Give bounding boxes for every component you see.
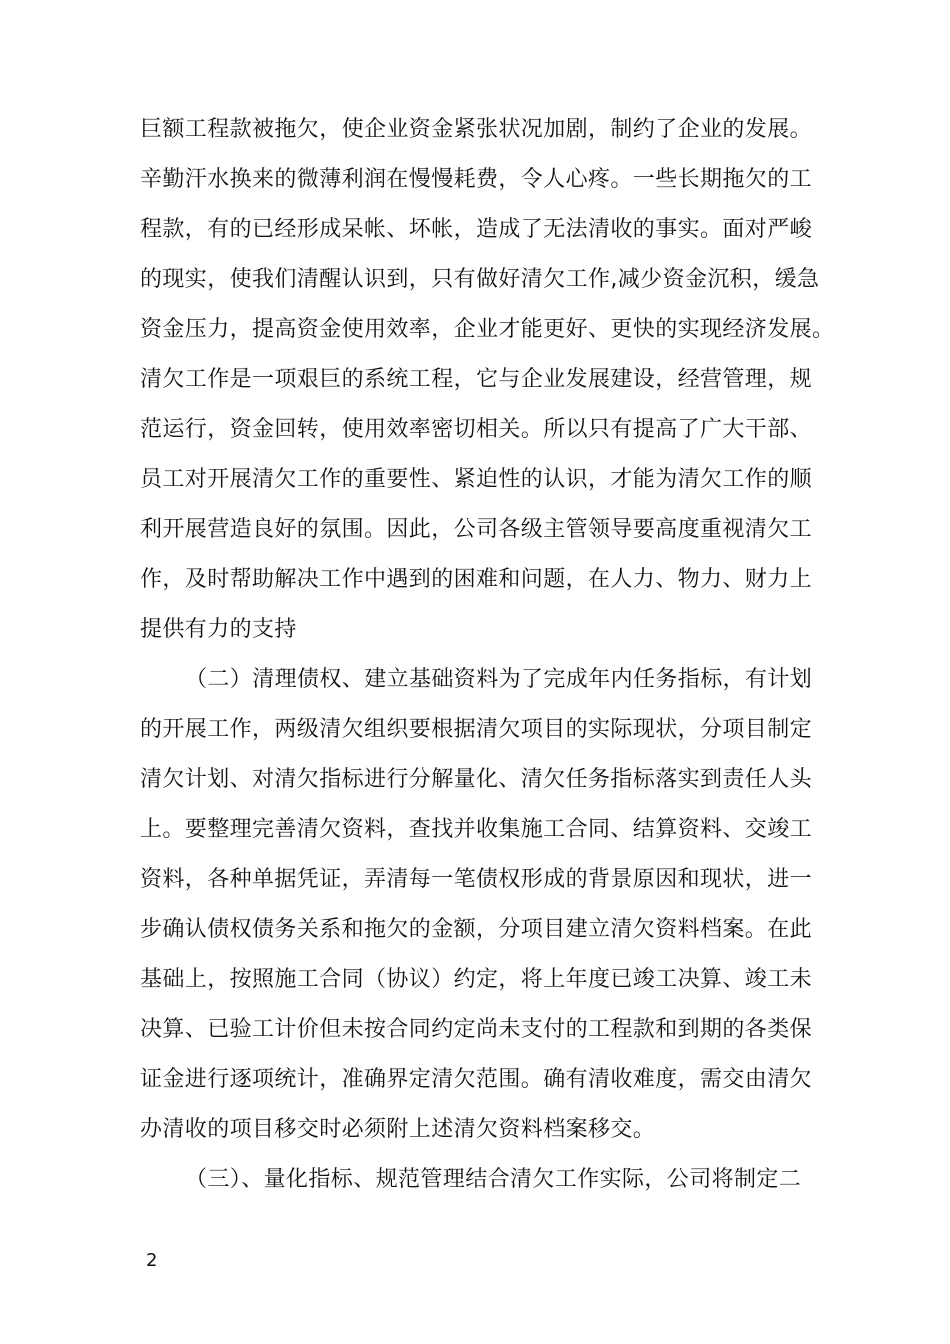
text-line: 的现实，使我们清醒认识到，只有做好清欠工作,减少资金沉积，缓急 bbox=[140, 267, 820, 292]
text-line: 的开展工作，两级清欠组织要根据清欠项目的实际现状，分项目制定 bbox=[140, 717, 813, 742]
text-line: 清欠工作是一项艰巨的系统工程，它与企业发展建设，经营管理，规 bbox=[140, 367, 813, 392]
text-line: 员工对开展清欠工作的重要性、紧迫性的认识，才能为清欠工作的顺 bbox=[140, 467, 813, 492]
paragraph-heading-line: （二）清理债权、建立基础资料为了完成年内任务指标，有计划 bbox=[185, 667, 813, 692]
text-line: 基础上，按照施工合同（协议）约定，将上年度已竣工决算、竣工未 bbox=[140, 967, 813, 992]
text-line: 决算、已验工计价但未按合同约定尚未支付的工程款和到期的各类保 bbox=[140, 1017, 813, 1042]
text-line: 证金进行逐项统计，准确界定清欠范围。确有清收难度，需交由清欠 bbox=[140, 1067, 813, 1092]
text-line: 步确认债权债务关系和拖欠的金额，分项目建立清欠资料档案。在此 bbox=[140, 917, 813, 942]
page-number: 2 bbox=[146, 1250, 158, 1271]
text-line: 上。要整理完善清欠资料，查找并收集施工合同、结算资料、交竣工 bbox=[140, 817, 813, 842]
text-line: 作，及时帮助解决工作中遇到的困难和问题，在人力、物力、财力上 bbox=[140, 567, 813, 592]
text-line: 程款，有的已经形成呆帐、坏帐，造成了无法清收的事实。面对严峻 bbox=[140, 217, 813, 242]
paragraph-heading-line: （三）、量化指标、规范管理结合清欠工作实际，公司将制定二 bbox=[185, 1167, 802, 1192]
text-line: 资金压力，提高资金使用效率，企业才能更好、更快的实现经济发展。 bbox=[140, 317, 835, 342]
text-line: 利开展营造良好的氛围。因此，公司各级主管领导要高度重视清欠工 bbox=[140, 517, 813, 542]
text-line: 范运行，资金回转，使用效率密切相关。所以只有提高了广大干部、 bbox=[140, 417, 813, 442]
text-line: 办清收的项目移交时必须附上述清欠资料档案移交。 bbox=[140, 1117, 656, 1142]
text-line: 巨额工程款被拖欠，使企业资金紧张状况加剧，制约了企业的发展。 bbox=[140, 117, 813, 142]
text-line: 清欠计划、对清欠指标进行分解量化、清欠任务指标落实到责任人头 bbox=[140, 767, 813, 792]
text-line: 提供有力的支持 bbox=[140, 617, 297, 642]
text-line: 资料，各种单据凭证，弄清每一笔债权形成的背景原因和现状，进一 bbox=[140, 867, 813, 892]
text-line: 辛勤汗水换来的微薄利润在慢慢耗费，令人心疼。一些长期拖欠的工 bbox=[140, 167, 813, 192]
